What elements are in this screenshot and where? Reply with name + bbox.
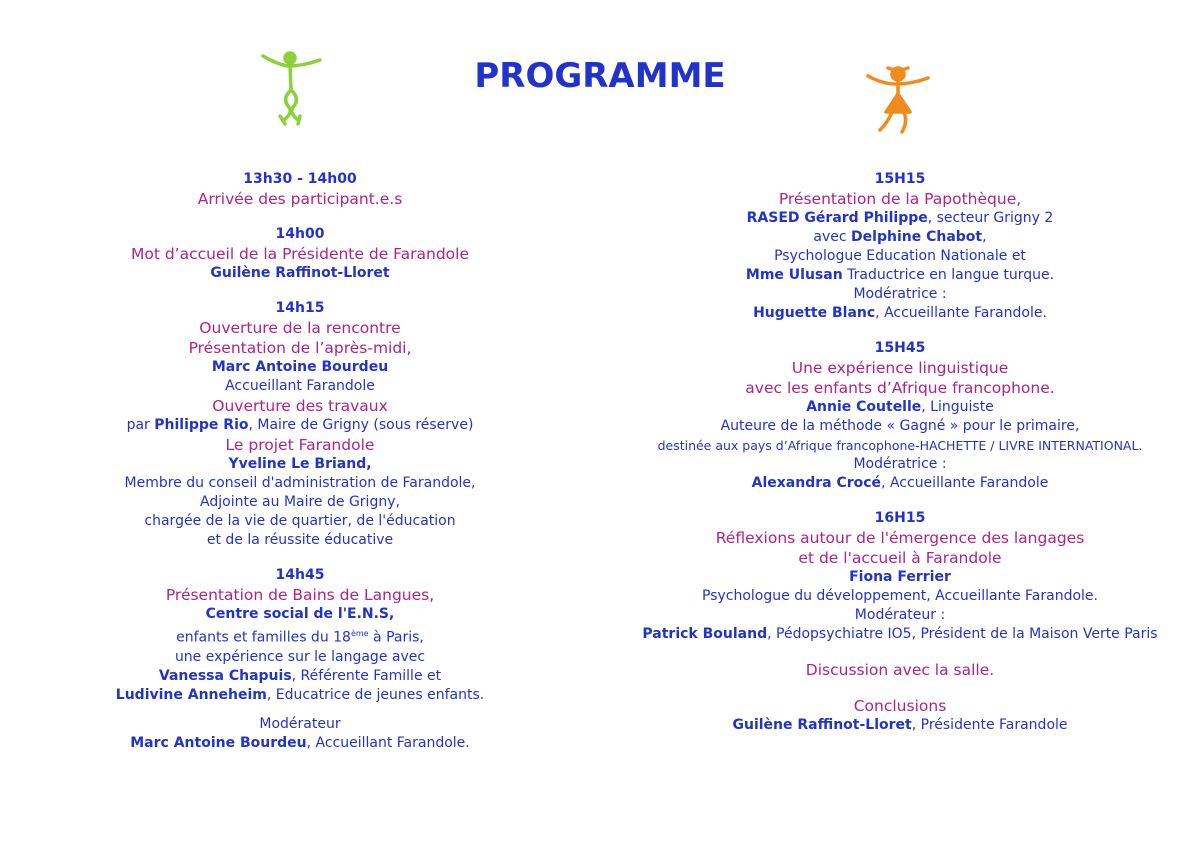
speaker-role: une expérience sur le langage avec <box>174 648 426 665</box>
moderator-label: Modératrice : <box>853 286 947 302</box>
session-1515 <box>615 170 1185 323</box>
speaker-role: Psychologue Education Nationale et <box>774 248 1026 264</box>
speaker-name: Yveline Le Briand <box>228 456 367 472</box>
speaker-role: Auteure de la méthode « Gagné » pour le primaire, <box>720 418 1080 434</box>
session-title: et de l'accueil à Farandole <box>798 549 1002 567</box>
speaker-line <box>95 455 505 474</box>
speaker-name: Annie Coutelle <box>806 399 922 415</box>
moderator-label: Modérateur <box>259 715 341 732</box>
session-1400 <box>95 225 505 283</box>
session-title: Arrivée des participant.e.s <box>197 190 403 208</box>
speaker-line: Annie Coutelle, Linguiste <box>806 399 994 415</box>
speaker-name: Fiona Ferrier <box>849 569 951 585</box>
session-time: 13h30 - 14h00 <box>243 171 357 187</box>
speaker-line: Guilène Raffinot-Lloret, Présidente Farandole <box>732 717 1068 733</box>
speaker-name: RASED Gérard Philippe <box>746 210 928 226</box>
discussion-title: Discussion avec la salle. <box>805 661 995 679</box>
speaker-role: Membre du conseil d'administration de Farandole, <box>124 475 476 491</box>
dancing-figure-orange-icon <box>862 60 932 138</box>
speaker-name: Huguette Blanc <box>753 305 876 321</box>
speaker-role: enfants et familles du 18ème à Paris, <box>176 629 424 646</box>
dancing-figure-green-icon <box>258 46 328 126</box>
speaker-role: Adjointe au Maire de Grigny, <box>200 494 400 510</box>
speaker-name: Patrick Bouland <box>642 626 768 642</box>
speaker-name: Marc Antoine Bourdeu <box>130 734 307 751</box>
session-1330 <box>95 170 505 209</box>
speaker-role: et de la réussite éducative <box>206 532 394 548</box>
session-time: 15H45 <box>874 340 926 356</box>
speaker-line: Vanessa Chapuis, Référente Famille et <box>158 667 442 684</box>
session-title: Conclusions <box>853 697 947 715</box>
speaker-line: Huguette Blanc, Accueillante Farandole. <box>753 305 1047 321</box>
speaker-line: avec Delphine Chabot, <box>813 229 987 245</box>
speaker-suffix: , <box>366 456 372 472</box>
speaker-name: Guilène Raffinot-Lloret <box>210 265 390 281</box>
session-title: avec les enfants d’Afrique francophone. <box>745 379 1055 397</box>
session-title: Réflexions autour de l'émergence des langages <box>715 529 1085 547</box>
speaker-name: Mme Ulusan <box>745 267 843 283</box>
session-title: Mot d’accueil de la Présidente de Farandole <box>130 245 470 263</box>
session-time: 14h15 <box>275 300 325 316</box>
speaker-role: chargée de la vie de quartier, de l'éducation <box>144 513 456 529</box>
speaker-line: Marc Antoine Bourdeu, Accueillant Farandole. <box>130 734 470 751</box>
speaker-role: Psychologue du développement, Accueillante Farandole. <box>702 588 1098 604</box>
speaker-name: Alexandra Crocé <box>751 475 882 491</box>
session-title: Présentation de l’après-midi, <box>188 339 412 357</box>
moderator-label: Modérateur : <box>854 607 946 623</box>
session-title: Ouverture de la rencontre <box>199 319 401 337</box>
session-time: 15H15 <box>874 171 926 187</box>
left-column <box>95 170 505 753</box>
session-title: Présentation de la Papothèque, <box>778 190 1022 208</box>
speaker-line: Ludivine Anneheim, Educatrice de jeunes enfants. <box>115 686 485 703</box>
session-title: Présentation de Bains de Langues, <box>165 586 435 604</box>
speaker-name: Philippe Rio <box>154 417 249 433</box>
session-time: 14h00 <box>275 226 325 242</box>
page-title: PROGRAMME <box>474 56 726 96</box>
session-time: 14h45 <box>275 567 325 583</box>
moderator-label: Modératrice : <box>853 456 947 472</box>
speaker-name: Delphine Chabot <box>851 229 983 245</box>
speaker-name: Centre social de l'E.N.S, <box>205 606 395 622</box>
right-column <box>615 170 1185 735</box>
speaker-role: , Maire de Grigny (sous réserve) <box>248 417 474 433</box>
speaker-line: Alexandra Crocé, Accueillante Farandole <box>751 475 1049 491</box>
speaker-prefix: par <box>126 417 150 433</box>
session-1445 <box>95 566 505 753</box>
session-title: Le projet Farandole <box>225 436 375 454</box>
speaker-name: Marc Antoine Bourdeu <box>211 359 389 375</box>
session-1415 <box>95 299 505 550</box>
speaker-role: Accueillant Farandole <box>225 378 375 394</box>
speaker-name: Ludivine Anneheim <box>115 686 267 703</box>
session-1615 <box>615 509 1185 644</box>
speaker-line: Mme Ulusan Traductrice en langue turque. <box>745 267 1055 283</box>
conclusions <box>615 696 1185 735</box>
speaker-name: Vanessa Chapuis <box>158 667 292 684</box>
speaker-line <box>95 416 505 435</box>
session-title: Une expérience linguistique <box>791 359 1009 377</box>
speaker-role: destinée aux pays d’Afrique francophone-HACHETTE / LIVRE INTERNATIONAL. <box>657 438 1143 453</box>
session-time: 16H15 <box>874 510 926 526</box>
speaker-name: Guilène Raffinot-Lloret <box>732 717 912 733</box>
superscript: ème <box>350 629 369 638</box>
session-title: Ouverture des travaux <box>212 397 388 415</box>
speaker-line: RASED Gérard Philippe, secteur Grigny 2 <box>746 210 1054 226</box>
session-1545 <box>615 339 1185 493</box>
speaker-line: Patrick Bouland, Pédopsychiatre IO5, Président de la Maison Verte Paris <box>642 626 1158 642</box>
